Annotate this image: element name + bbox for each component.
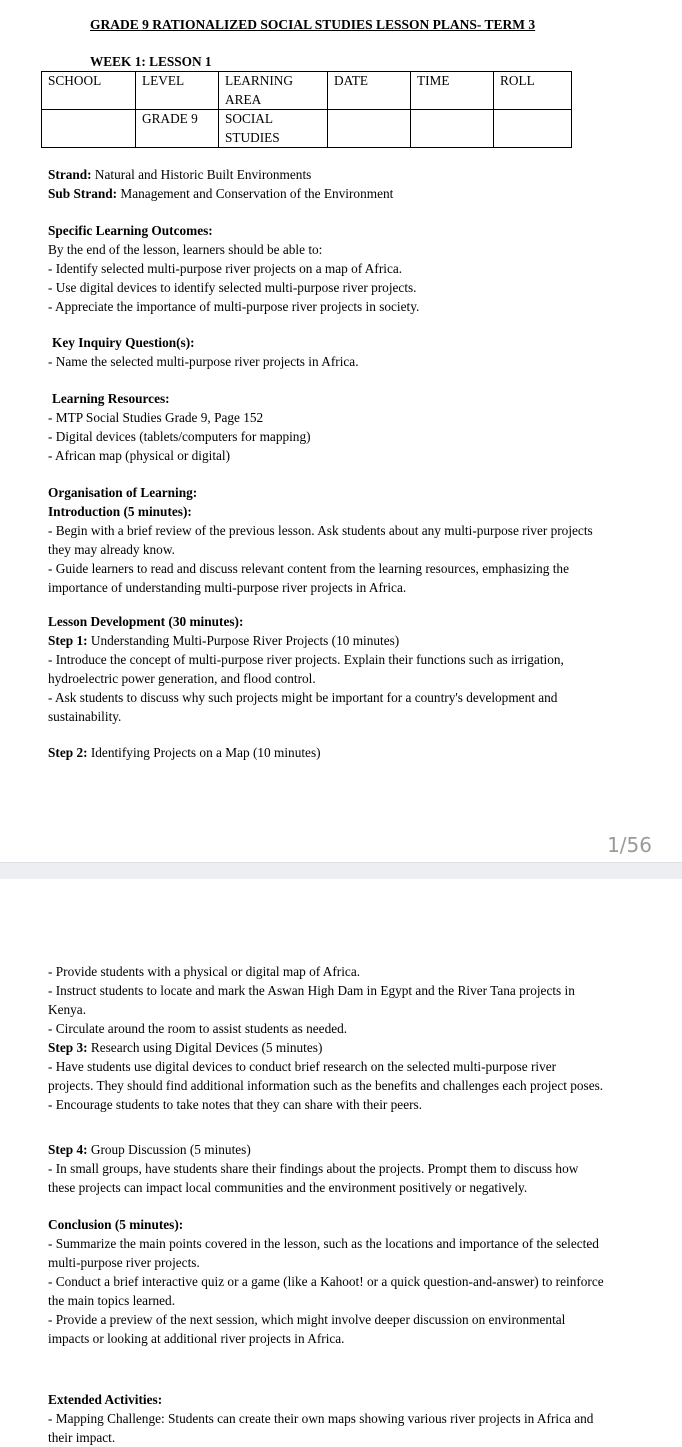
table-cell [42,110,136,148]
list-item: - Instruct students to locate and mark the Aswan High Dam in Egypt and the River Tana projects in Kenya. [48,983,575,1017]
table-row [42,110,572,148]
conclusion-section [48,1215,604,1348]
lesson-development-section [48,612,604,726]
table-header-cell: LEARNING AREA [219,72,328,110]
learning-resources-section [48,389,604,465]
list-item: - Ask students to discuss why such projects might be important for a country's development and sustainability. [48,690,558,724]
list-item: By the end of the lesson, learners should be able to: [48,242,323,257]
document-page-2 [0,879,682,1445]
strand-line: Strand: Natural and Historic Built Environments [48,167,312,182]
section-heading: Extended Activities: [48,1392,163,1407]
list-item: - Appreciate the importance of multi-purpose river projects in society. [48,299,420,314]
step-4-title: Step 4: Group Discussion (5 minutes) [48,1142,251,1157]
page-separator [0,862,682,879]
extended-activities-section [48,1390,604,1447]
list-item: - Circulate around the room to assist students as needed. [48,1021,348,1036]
document-title: GRADE 9 RATIONALIZED SOCIAL STUDIES LESSON PLANS- TERM 3 [90,17,536,32]
step-2-section [48,743,604,762]
organisation-section [48,483,604,597]
list-item: - Name the selected multi-purpose river projects in Africa. [48,354,359,369]
step-2-title: Step 2: Identifying Projects on a Map (10 minutes) [48,745,321,760]
section-heading: Organisation of Learning: [48,485,198,500]
section-heading: Lesson Development (30 minutes): [48,614,244,629]
list-item: - Guide learners to read and discuss relevant content from the learning resources, emphasizing the importance of understanding multi-purpose river projects in Africa. [48,561,569,595]
key-inquiry-section [48,333,604,371]
section-heading: Key Inquiry Question(s): [52,335,195,350]
table-header-cell: DATE [328,72,411,110]
section-heading: Learning Resources: [52,391,170,406]
list-item: - Provide a preview of the next session, which might involve deeper discussion on environmental impacts or looking at additional river projects in Africa. [48,1312,566,1346]
step-4-section [48,1140,604,1197]
table-header-cell: SCHOOL [42,72,136,110]
step-2-items [48,962,604,1114]
learning-outcomes-section [48,221,604,316]
table-header-cell: TIME [411,72,494,110]
lesson-info-table [41,71,572,148]
table-cell [328,110,411,148]
week-lesson-label: WEEK 1: LESSON 1 [90,54,212,69]
list-item: - Summarize the main points covered in the lesson, such as the locations and importance of the selected multi-purpose river projects. [48,1236,599,1270]
sub-heading: Introduction (5 minutes): [48,504,192,519]
section-heading: Conclusion (5 minutes): [48,1217,184,1232]
list-item: - Conduct a brief interactive quiz or a game (like a Kahoot! or a quick question-and-answer) to reinforce the main topics learned. [48,1274,604,1308]
list-item: - Digital devices (tablets/computers for mapping) [48,429,311,444]
page-indicator: 1/56 [607,833,652,857]
table-header-cell: LEVEL [136,72,219,110]
table-header-cell: ROLL [494,72,572,110]
list-item: - MTP Social Studies Grade 9, Page 152 [48,410,264,425]
list-item: - Have students use digital devices to conduct brief research on the selected multi-purpose river projects. They should find additional information such as the benefits and challenges each project poses. [48,1059,604,1093]
step-3-title: Step 3: Research using Digital Devices (5 minutes) [48,1040,323,1055]
list-item: - Use digital devices to identify selected multi-purpose river projects. [48,280,417,295]
list-item: - African map (physical or digital) [48,448,231,463]
list-item: - Mapping Challenge: Students can create their own maps showing various river projects in Africa and their impact. [48,1411,594,1445]
table-cell: SOCIAL STUDIES [219,110,328,148]
step-1-title: Step 1: Understanding Multi-Purpose River Projects (10 minutes) [48,633,400,648]
strand-section [48,165,604,203]
section-heading: Specific Learning Outcomes: [48,223,213,238]
table-header-row [42,72,572,110]
table-cell [411,110,494,148]
list-item: - Provide students with a physical or digital map of Africa. [48,964,361,979]
list-item: - Begin with a brief review of the previous lesson. Ask students about any multi-purpose river projects they may already know. [48,523,593,557]
list-item: - Encourage students to take notes that they can share with their peers. [48,1097,423,1112]
list-item: - Identify selected multi-purpose river projects on a map of Africa. [48,261,403,276]
sub-strand-line: Sub Strand: Management and Conservation of the Environment [48,186,394,201]
list-item: - Introduce the concept of multi-purpose river projects. Explain their functions such as irrigation, hydroelectric power generation, and flood control. [48,652,564,686]
table-cell: GRADE 9 [136,110,219,148]
table-cell [494,110,572,148]
list-item: - In small groups, have students share their findings about the projects. Prompt them to discuss how these projects can impact local communities and the environment positively or negatively. [48,1161,579,1195]
